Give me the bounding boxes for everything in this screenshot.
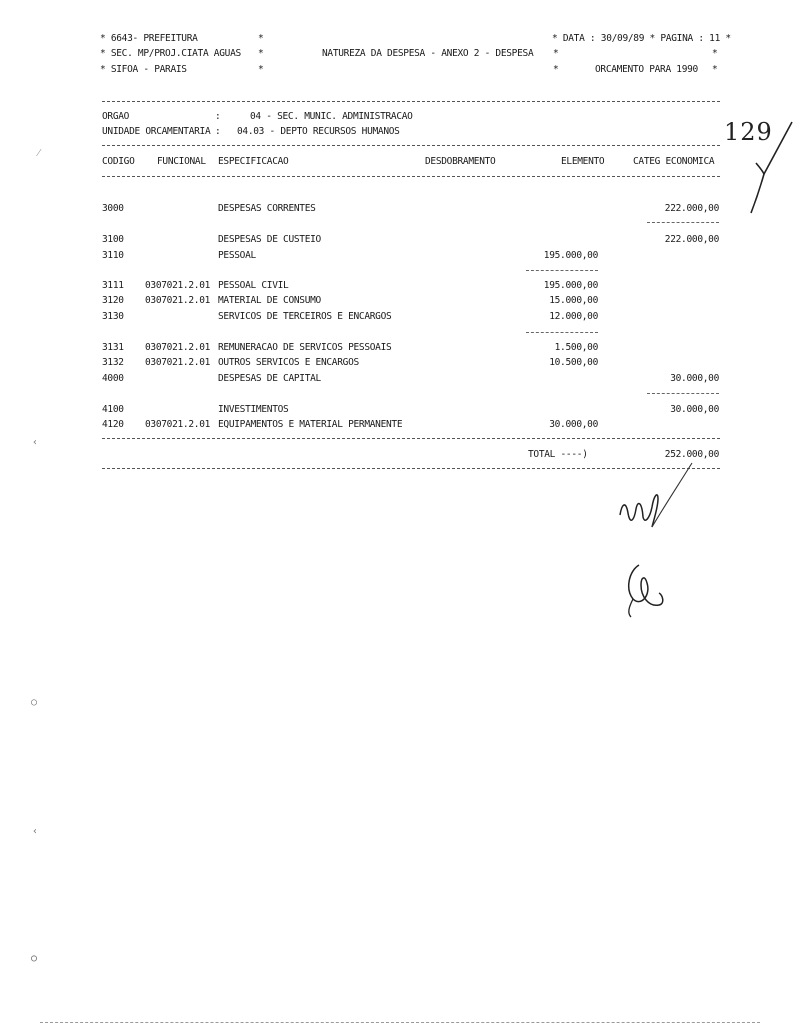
row-elemento: 15.000,00: [549, 295, 598, 306]
row-especificacao: DESPESAS DE CAPITAL: [218, 373, 321, 384]
col-codigo: CODIGO: [102, 156, 135, 167]
scan-speck: ⁄: [38, 148, 40, 159]
header-star: *: [553, 64, 559, 75]
unidade-label: UNIDADE ORCAMENTARIA: [102, 126, 211, 137]
orgao-label: ORGAO: [102, 111, 130, 122]
row-funcional: 0307021.2.01: [145, 357, 211, 368]
row-categ-economica: 222.000,00: [664, 234, 719, 245]
row-especificacao: MATERIAL DE CONSUMO: [218, 295, 321, 306]
row-codigo: 4100: [102, 404, 124, 415]
header-star: *: [258, 64, 264, 75]
divider: [102, 145, 720, 146]
budget-year: ORCAMENTO PARA 1990: [595, 64, 698, 75]
row-especificacao: SERVICOS DE TERCEIROS E ENCARGOS: [218, 311, 392, 322]
total-value: 252.000,00: [664, 449, 719, 460]
row-elemento: 12.000,00: [549, 311, 598, 322]
subtotal-rule: [647, 393, 719, 394]
handwritten-signature: [615, 555, 675, 625]
header-star: *: [258, 33, 264, 44]
row-codigo: 3131: [102, 342, 124, 353]
row-elemento: 10.500,00: [549, 357, 598, 368]
handwritten-check-mark: [748, 118, 798, 218]
row-especificacao: PESSOAL: [218, 250, 256, 261]
row-codigo: 3110: [102, 250, 124, 261]
handwritten-page-number: 129: [724, 118, 773, 146]
row-codigo: 3120: [102, 295, 124, 306]
scan-speck: ○: [31, 953, 38, 964]
scan-speck: ○: [31, 697, 38, 708]
row-elemento: 1.500,00: [554, 342, 598, 353]
row-codigo: 4000: [102, 373, 124, 384]
row-categ-economica: 30.000,00: [670, 373, 719, 384]
row-especificacao: PESSOAL CIVIL: [218, 280, 289, 291]
row-especificacao: DESPESAS DE CUSTEIO: [218, 234, 321, 245]
header-line-2: * SEC. MP/PROJ.CIATA AGUAS: [100, 48, 241, 59]
divider: [102, 438, 720, 439]
header-line-3: * SIFOA - PARAIS: [100, 64, 187, 75]
col-especificacao: ESPECIFICACAO: [218, 156, 289, 167]
header-star: *: [712, 64, 718, 75]
scan-speck: ‹: [32, 826, 39, 837]
scan-edge-line: [40, 1022, 760, 1023]
subtotal-rule: [526, 270, 598, 271]
row-codigo: 3130: [102, 311, 124, 322]
unidade-colon: :: [215, 126, 221, 137]
row-codigo: 3111: [102, 280, 124, 291]
col-categ-economica: CATEG ECONOMICA: [633, 156, 715, 167]
divider: [102, 176, 720, 177]
handwritten-initials-signature: [610, 455, 720, 535]
row-especificacao: OUTROS SERVICOS E ENCARGOS: [218, 357, 359, 368]
row-funcional: 0307021.2.01: [145, 295, 211, 306]
row-especificacao: REMUNERACAO DE SERVICOS PESSOAIS: [218, 342, 392, 353]
header-star: *: [258, 48, 264, 59]
row-especificacao: INVESTIMENTOS: [218, 404, 289, 415]
subtotal-rule: [647, 222, 719, 223]
row-funcional: 0307021.2.01: [145, 342, 211, 353]
row-codigo: 3100: [102, 234, 124, 245]
subtotal-rule: [526, 332, 598, 333]
col-funcional: FUNCIONAL: [157, 156, 206, 167]
header-line-1: * 6643- PREFEITURA: [100, 33, 198, 44]
date-page-line: * DATA : 30/09/89 * PAGINA : 11 *: [552, 33, 731, 44]
total-label: TOTAL ----): [528, 449, 588, 460]
col-desdobramento: DESDOBRAMENTO: [425, 156, 496, 167]
header-star: *: [712, 48, 718, 59]
row-categ-economica: 222.000,00: [664, 203, 719, 214]
scan-speck: ‹: [32, 437, 39, 448]
unidade-value: 04.03 - DEPTO RECURSOS HUMANOS: [237, 126, 400, 137]
orgao-colon: :: [215, 111, 221, 122]
report-title: NATUREZA DA DESPESA - ANEXO 2 - DESPESA: [322, 48, 534, 59]
row-funcional: 0307021.2.01: [145, 419, 211, 430]
header-star: *: [553, 48, 559, 59]
divider: [102, 101, 720, 102]
row-funcional: 0307021.2.01: [145, 280, 211, 291]
orgao-value: 04 - SEC. MUNIC. ADMINISTRACAO: [250, 111, 413, 122]
row-especificacao: EQUIPAMENTOS E MATERIAL PERMANENTE: [218, 419, 403, 430]
row-codigo: 4120: [102, 419, 124, 430]
row-elemento: 30.000,00: [549, 419, 598, 430]
row-codigo: 3132: [102, 357, 124, 368]
row-elemento: 195.000,00: [543, 250, 598, 261]
row-elemento: 195.000,00: [543, 280, 598, 291]
col-elemento: ELEMENTO: [561, 156, 605, 167]
row-especificacao: DESPESAS CORRENTES: [218, 203, 316, 214]
row-categ-economica: 30.000,00: [670, 404, 719, 415]
row-codigo: 3000: [102, 203, 124, 214]
